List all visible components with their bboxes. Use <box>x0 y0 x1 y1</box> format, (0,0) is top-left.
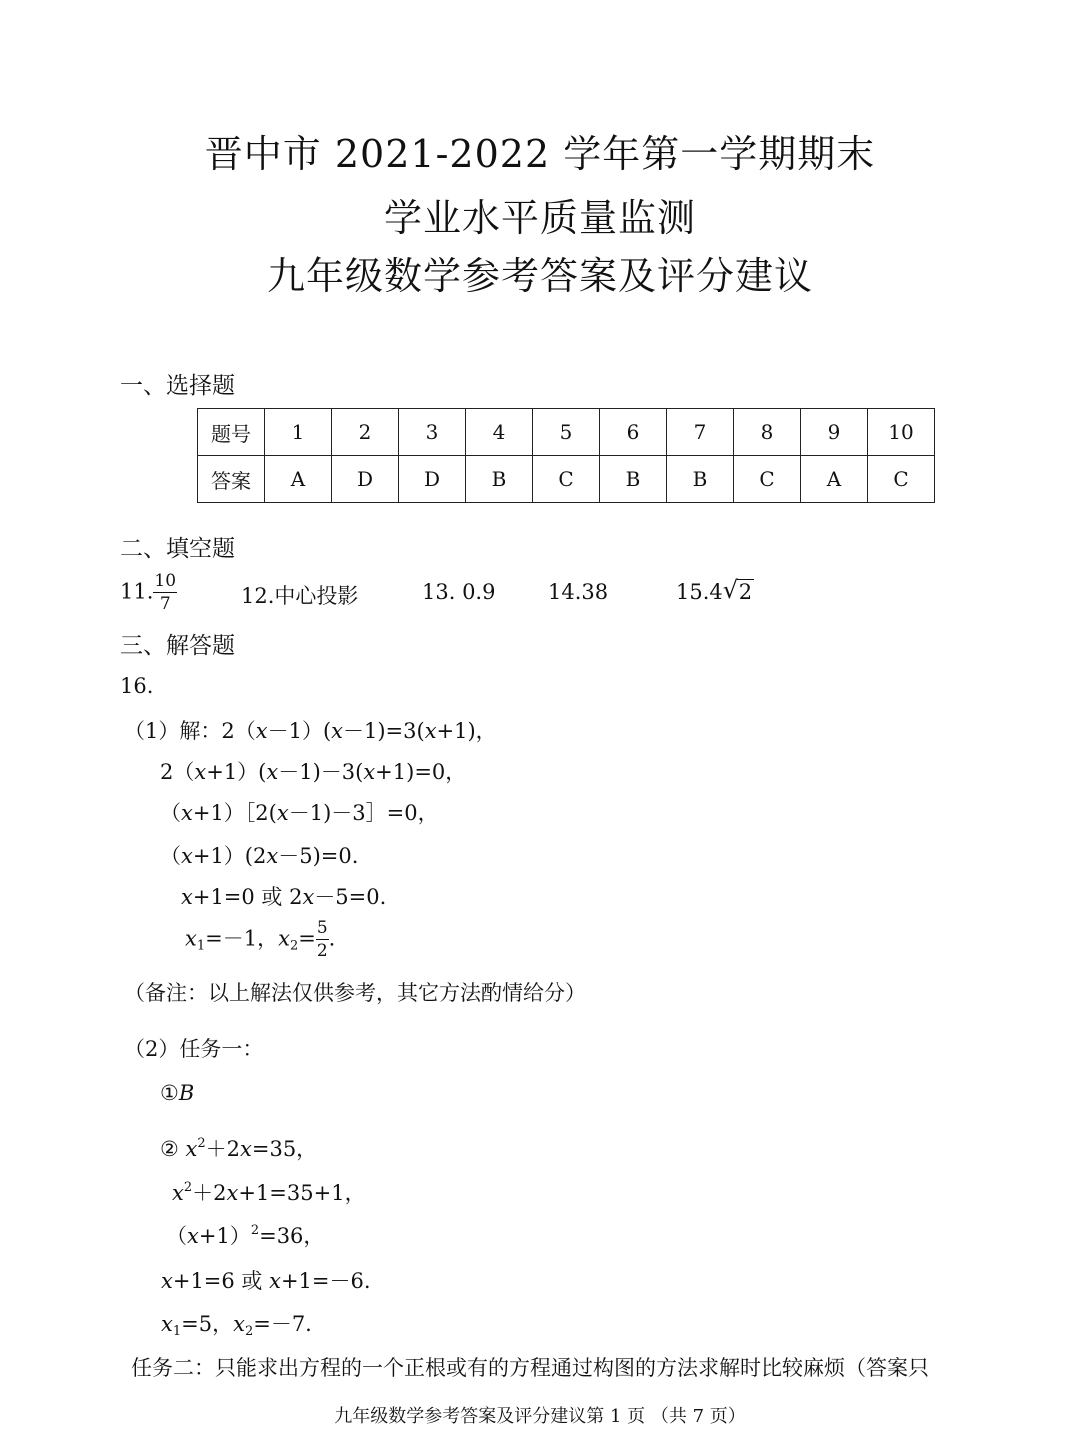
text-segment: +1=35+1， <box>238 1181 366 1205</box>
subscript: 1 <box>196 938 206 954</box>
text-segment: －1）( <box>267 719 332 743</box>
text-segment: （ <box>160 801 181 825</box>
variable-x: x <box>269 1269 281 1293</box>
task-1-line-3 <box>172 1177 366 1207</box>
page-footer: 九年级数学参考答案及评分建议第 1 页 （共 7 页） <box>334 1406 746 1427</box>
table-cell-number: 10 <box>868 409 935 456</box>
table-cell-number: 3 <box>399 409 466 456</box>
answer-11-prefix: 11. <box>120 579 154 604</box>
text-segment: －1)－3］=0， <box>288 801 439 825</box>
answer-15-coefficient: 4 <box>709 580 723 604</box>
table-cell-number: 4 <box>466 409 533 456</box>
fraction <box>153 573 177 613</box>
variable-x: x <box>185 926 197 951</box>
variable-x: x <box>233 1312 245 1336</box>
text-segment: =5， <box>181 1312 234 1336</box>
table-cell-answer: C <box>533 456 600 503</box>
fraction <box>316 920 329 960</box>
variable-x: x <box>187 1224 199 1248</box>
text-segment: －5=0. <box>314 885 387 909</box>
text-segment: +1=6 或 <box>172 1269 270 1293</box>
table-cell-answer: C <box>734 456 801 503</box>
text-segment: －1)=3( <box>342 719 425 743</box>
variable-x: x <box>185 1137 198 1161</box>
row-label-answers: 答案 <box>198 456 265 503</box>
table-cell-answer: D <box>399 456 466 503</box>
table-cell-number: 5 <box>533 409 600 456</box>
fraction-numerator: 5 <box>316 918 328 938</box>
text-segment: +1）( <box>206 760 267 784</box>
table-cell-answer: C <box>868 456 935 503</box>
text-segment: －1)－3( <box>278 760 364 784</box>
fraction-numerator: 10 <box>154 571 177 591</box>
text-segment: =－7. <box>253 1312 312 1336</box>
table-cell-answer: B <box>600 456 667 503</box>
subscript: 2 <box>244 1324 254 1339</box>
text-segment: （ <box>160 844 181 868</box>
solution-line-6 <box>185 920 335 960</box>
question-16-label: 16. <box>120 674 154 698</box>
solution-line-1 <box>124 715 497 745</box>
text-segment: +1=－6. <box>280 1269 371 1293</box>
radicand: 2 <box>738 580 753 604</box>
text-segment: +1)=0， <box>375 760 467 784</box>
task-1-line-5 <box>161 1265 371 1295</box>
title-line-1: 晋中市 2021-2022 学年第一学期期末 <box>204 132 876 176</box>
variable-x: x <box>266 844 279 868</box>
fraction-denominator: 2 <box>316 941 328 961</box>
task-2-text: 任务二：只能求出方程的一个正根或有的方程通过构图的方法求解时比较麻烦（答案只 <box>131 1356 929 1380</box>
section-2-heading: 二、填空题 <box>120 536 235 562</box>
table-cell-number: 1 <box>265 409 332 456</box>
table-cell-number: 7 <box>667 409 734 456</box>
text-segment: +1）(2 <box>192 844 267 868</box>
remark-note: （备注：以上解法仅供参考，其它方法酌情给分） <box>124 981 586 1005</box>
answer-13: 13. 0.9 <box>422 580 496 604</box>
variable-x: x <box>255 719 268 743</box>
answer-15 <box>676 576 754 604</box>
solution-line-5 <box>181 881 386 911</box>
text-segment: =35， <box>251 1137 318 1161</box>
task-1-item-1 <box>160 1081 194 1105</box>
variable-x: x <box>161 1312 173 1336</box>
variable-x: x <box>240 1137 252 1161</box>
text-segment: +1)， <box>436 719 497 743</box>
superscript: 2 <box>183 1180 193 1195</box>
answer-14: 14.38 <box>548 580 609 604</box>
text-segment: ＋2 <box>192 1181 227 1205</box>
answer-table <box>197 408 935 503</box>
fraction-denominator: 7 <box>159 594 171 614</box>
text-segment: ② <box>160 1137 186 1161</box>
subscript: 1 <box>172 1324 182 1339</box>
text-segment: . <box>328 926 336 951</box>
variable-x: x <box>302 885 315 909</box>
variable-x: x <box>181 801 193 825</box>
title-line-2: 学业水平质量监测 <box>383 196 696 240</box>
table-cell-answer: B <box>667 456 734 503</box>
table-cell-answer: A <box>265 456 332 503</box>
text-segment: ① <box>160 1081 179 1105</box>
superscript: 2 <box>197 1136 206 1151</box>
text-segment: （1）解：2（ <box>124 719 256 743</box>
table-cell-answer: D <box>332 456 399 503</box>
task-1-item-2 <box>160 1133 317 1163</box>
text-segment: ＋2 <box>205 1137 241 1161</box>
section-1-heading: 一、选择题 <box>120 373 235 399</box>
solution-line-3 <box>160 797 439 827</box>
variable-x: x <box>276 801 289 825</box>
variable-x: x <box>161 1269 173 1293</box>
variable-x: x <box>278 926 290 951</box>
task-1-line-6 <box>161 1308 312 1339</box>
variable-x: x <box>194 760 207 784</box>
variable-x: x <box>266 760 279 784</box>
table-cell-number: 6 <box>600 409 667 456</box>
row-label-numbers: 题号 <box>198 409 265 456</box>
answer-15-prefix: 15. <box>676 580 710 604</box>
square-root <box>722 576 754 604</box>
answer-table-number-row <box>198 409 935 456</box>
task-1-heading: （2）任务一： <box>124 1037 264 1061</box>
title-line-3: 九年级数学参考答案及评分建议 <box>266 254 813 298</box>
table-cell-answer: B <box>466 456 533 503</box>
table-cell-number: 9 <box>801 409 868 456</box>
superscript: 2 <box>250 1223 260 1238</box>
variable-x: x <box>181 844 193 868</box>
solution-line-2 <box>160 756 466 786</box>
variable-x: x <box>424 719 437 743</box>
text-segment: +1）［2( <box>192 801 277 825</box>
variable-x: x <box>331 719 343 743</box>
table-cell-number: 8 <box>734 409 801 456</box>
text-segment: －5)=0. <box>278 844 359 868</box>
text-segment: （ <box>166 1224 187 1248</box>
answer-11 <box>120 573 177 613</box>
subscript: 2 <box>289 938 299 954</box>
variable-x: x <box>181 885 193 909</box>
task-1-line-4 <box>166 1220 324 1250</box>
table-cell-number: 2 <box>332 409 399 456</box>
variable-x: x <box>172 1181 184 1205</box>
section-3-heading: 三、解答题 <box>120 633 235 659</box>
solution-line-4 <box>160 840 358 870</box>
text-segment: +1） <box>198 1224 251 1248</box>
text-segment: 2（ <box>160 760 195 784</box>
text-segment: =－1， <box>205 926 279 951</box>
answer-12: 12.中心投影 <box>241 584 359 608</box>
text-segment: +1=0 或 2 <box>192 885 303 909</box>
variable-b: B <box>178 1081 195 1105</box>
table-cell-answer: A <box>801 456 868 503</box>
variable-x: x <box>363 760 376 784</box>
text-segment: =36， <box>259 1224 325 1248</box>
text-segment: = <box>298 926 316 951</box>
radical-sign-icon: √ <box>722 576 739 604</box>
answer-table-answer-row <box>198 456 935 503</box>
variable-x: x <box>226 1181 239 1205</box>
